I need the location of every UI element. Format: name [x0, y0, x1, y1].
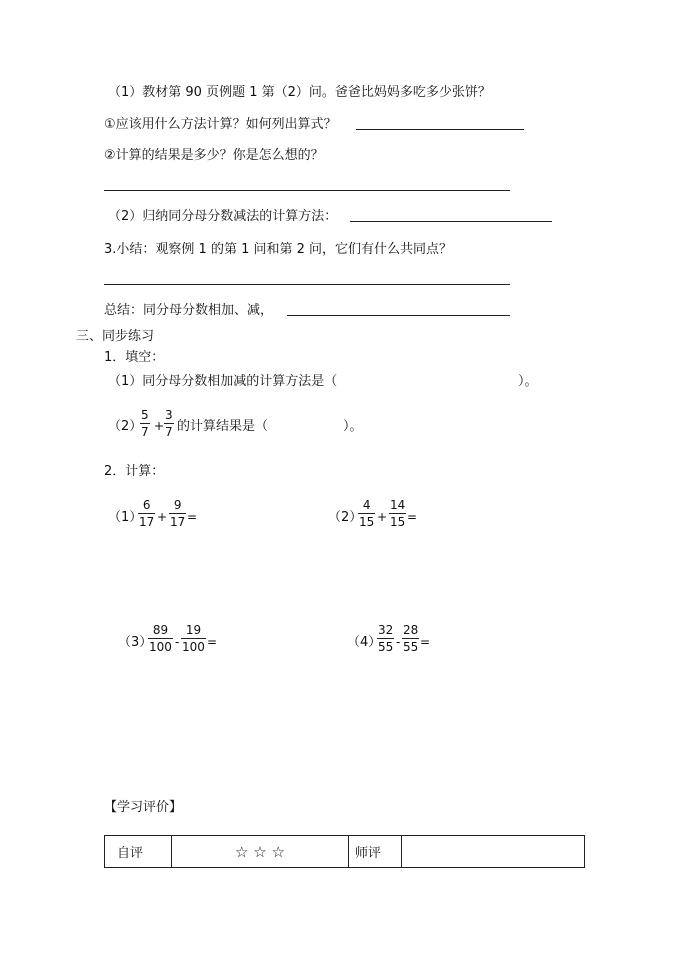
equals-sign: =: [207, 635, 218, 649]
denominator: 7: [141, 425, 149, 439]
problem-label: （2）: [328, 510, 363, 525]
fraction: [402, 624, 419, 653]
numerator: 9: [173, 498, 182, 512]
fraction: [358, 499, 375, 528]
fraction: [389, 499, 406, 528]
numerator: 6: [142, 498, 151, 512]
fill-question-2-label: （2）: [108, 419, 143, 434]
denominator: 100: [149, 640, 172, 654]
numerator: 89: [152, 623, 169, 637]
operator: -: [396, 635, 401, 649]
numerator: 5: [141, 408, 149, 422]
operator: +: [154, 419, 165, 433]
equals-sign: =: [420, 635, 431, 649]
teacher-eval-field[interactable]: [402, 836, 585, 868]
teacher-eval-label: 师评: [349, 836, 402, 868]
numerator: 28: [403, 623, 419, 637]
equals-sign: =: [187, 510, 198, 524]
fraction: [181, 624, 206, 653]
denominator: 15: [390, 515, 406, 529]
answer-blank[interactable]: [104, 190, 510, 191]
fill-question-1: （1）同分母分数相加减的计算方法是（: [108, 374, 338, 389]
fraction: [138, 499, 155, 528]
operator: +: [377, 510, 388, 524]
answer-blank[interactable]: [287, 315, 510, 316]
answer-blank[interactable]: [104, 284, 510, 285]
denominator: 17: [139, 515, 155, 529]
numerator: 3: [165, 408, 173, 422]
calc-title: 2．计算：: [104, 464, 165, 479]
fraction: [169, 499, 186, 528]
fraction: [377, 624, 394, 653]
denominator: 55: [403, 640, 419, 654]
answer-blank[interactable]: [356, 129, 524, 130]
operator: +: [157, 510, 168, 524]
answer-blank[interactable]: [350, 221, 552, 222]
problem-label: （3）: [118, 635, 153, 650]
star-rating[interactable]: ☆ ☆ ☆: [172, 836, 349, 868]
fill-title: 1．填空：: [104, 350, 165, 365]
numerator: 14: [390, 498, 406, 512]
evaluation-table: [104, 835, 585, 868]
question-line-2: ①应该用什么方法计算？如何列出算式？: [104, 117, 337, 132]
fraction: [148, 624, 173, 653]
denominator: 100: [182, 640, 205, 654]
question-line-1: （1）教材第 90 页例题 1 第（2）问。爸爸比妈妈多吃多少张饼？: [108, 85, 491, 100]
problem-label: （4）: [347, 635, 382, 650]
operator: -: [175, 635, 180, 649]
problem-label: （1）: [108, 510, 143, 525]
numerator: 4: [362, 498, 371, 512]
denominator: 17: [170, 515, 186, 529]
fill-question-1-close: ）。: [518, 374, 538, 389]
denominator: 7: [165, 425, 173, 439]
question-line-4: （2）归纳同分母分数减法的计算方法：: [108, 209, 338, 224]
self-eval-label: 自评: [105, 836, 172, 868]
fill-question-2-text: 的计算结果是（: [177, 419, 269, 434]
fill-question-2-close: ）。: [343, 419, 363, 434]
question-line-3: ②计算的结果是多少？你是怎么想的？: [104, 148, 324, 163]
evaluation-heading: 【学习评价】: [104, 800, 183, 815]
equals-sign: =: [407, 510, 418, 524]
summary-line: 总结：同分母分数相加、减，: [104, 303, 274, 318]
section-heading: 三、同步练习: [76, 329, 155, 344]
numerator: 19: [185, 623, 202, 637]
numerator: 32: [378, 623, 394, 637]
denominator: 15: [359, 515, 375, 529]
summary-question: 3.小结：观察例 1 的第 1 问和第 2 问，它们有什么共同点？: [104, 242, 453, 257]
fraction: [140, 409, 150, 438]
denominator: 55: [378, 640, 394, 654]
fraction: [164, 409, 174, 438]
